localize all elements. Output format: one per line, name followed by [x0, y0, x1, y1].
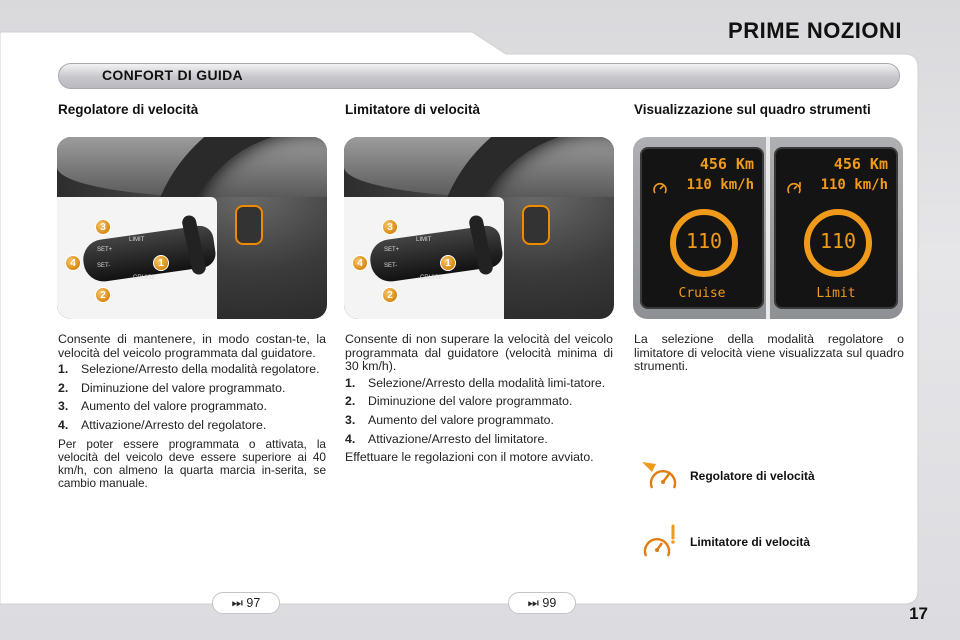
photo-divider: [766, 137, 770, 319]
cruise-control-icon: [640, 458, 684, 494]
page-number: 17: [909, 604, 928, 623]
column-1-list: [58, 363, 326, 432]
list-text: Selezione/Arresto della modalità limi-tatore.: [368, 375, 606, 390]
stalk-label-set-plus: SET+: [384, 247, 400, 253]
legend-label: Regolatore di velocità: [690, 469, 815, 483]
cruise-control-icon: [652, 181, 668, 195]
display-limit: [774, 147, 898, 309]
list-text: Aumento del valore programmato.: [368, 412, 554, 427]
list-num: 2.: [345, 394, 356, 409]
list-item: [345, 395, 613, 409]
list-num: 1.: [345, 375, 356, 390]
callout-2: 2: [95, 287, 111, 303]
callout-1: 1: [440, 255, 456, 271]
list-num: 4.: [345, 431, 356, 446]
speed-limiter-icon: [786, 181, 802, 195]
list-item: [345, 377, 613, 391]
page-reference-link[interactable]: ⏭ 99: [508, 592, 576, 614]
stalk-label-set-minus: SET-: [384, 263, 398, 269]
list-item: [58, 419, 326, 433]
display-mode: Cruise: [678, 286, 726, 301]
list-item: [345, 433, 613, 447]
list-text: Selezione/Arresto della modalità regolatore.: [81, 362, 320, 377]
legend-limiter: [640, 524, 810, 560]
column-1-text: [58, 333, 326, 493]
list-text: Aumento del valore programmato.: [81, 399, 267, 414]
callout-1: 1: [153, 255, 169, 271]
callout-4: 4: [65, 255, 81, 271]
callout-4: 4: [352, 255, 368, 271]
list-item: [58, 382, 326, 396]
stalk-label-cruise: CRUISE: [420, 275, 443, 281]
speed-limiter-icon: [640, 524, 684, 560]
list-text: Attivazione/Arresto del limitatore.: [368, 431, 548, 446]
column-2-text: [345, 333, 613, 468]
display-speed: 110 km/h: [686, 177, 754, 193]
page-title: PRIME NOZIONI: [728, 18, 902, 43]
column-2-note: Effettuare le regolazioni con il motore avviato.: [345, 450, 594, 465]
display-mode: Limit: [816, 286, 856, 301]
display-distance: 456 Km: [833, 155, 888, 173]
column-3-title: Visualizzazione sul quadro strumenti: [634, 102, 871, 117]
section-title: CONFORT DI GUIDA: [102, 67, 243, 83]
stalk-label-set-minus: SET-: [97, 263, 111, 269]
list-num: 4.: [58, 417, 69, 432]
display-ring-value: 110: [819, 229, 857, 253]
column-2-list: [345, 377, 613, 446]
list-text: Diminuzione del valore programmato.: [81, 380, 286, 395]
callout-3: 3: [95, 219, 111, 235]
list-num: 3.: [58, 399, 69, 414]
zoom-highlight: [235, 205, 263, 245]
display-cruise: [640, 147, 764, 309]
zoom-highlight: [522, 205, 550, 245]
stalk-label-limit: LIMIT: [416, 237, 432, 243]
stalk-label-limit: LIMIT: [129, 237, 145, 243]
list-text: Diminuzione del valore programmato.: [368, 394, 573, 409]
legend-cruise: [640, 458, 815, 494]
list-num: 2.: [58, 380, 69, 395]
list-item: [58, 400, 326, 414]
stalk-label-cruise: CRUISE: [133, 275, 156, 281]
list-text: Attivazione/Arresto del regolatore.: [81, 417, 267, 432]
stalk-label-set-plus: SET+: [97, 247, 113, 253]
column-1-intro: Consente di mantenere, in modo costan-te, la velocità del veicolo programmata dal guidatore.: [58, 332, 326, 360]
speed-limiter-photo: [344, 137, 614, 319]
callout-3: 3: [382, 219, 398, 235]
display-speed: 110 km/h: [820, 177, 888, 193]
column-1-title: Regolatore di velocità: [58, 102, 199, 117]
legend-label: Limitatore di velocità: [690, 535, 811, 549]
instrument-panel-photo: [633, 137, 903, 319]
column-1-note: Per poter essere programmata o attivata, la velocità del veicolo deve essere superiore ai 40 km/h, con almeno la quarta marcia in-serita, se cambio manuale.: [58, 436, 326, 490]
callout-2: 2: [382, 287, 398, 303]
display-distance: 456 Km: [699, 155, 754, 173]
list-num: 1.: [58, 362, 69, 377]
column-3-text: [634, 333, 904, 377]
list-num: 3.: [345, 412, 356, 427]
column-2-title: Limitatore di velocità: [345, 102, 481, 117]
page-reference-link[interactable]: ⏭ 97: [212, 592, 280, 614]
display-ring-value: 110: [685, 229, 723, 253]
list-item: [58, 363, 326, 377]
list-item: [345, 414, 613, 428]
column-2-intro: Consente di non superare la velocità del veicolo programmata dal guidatore (velocità minima di 30 km/h).: [345, 332, 613, 374]
column-3-intro: La selezione della modalità regolatore o limitatore di velocità viene visualizzata sul quadro strumenti.: [634, 332, 904, 374]
cruise-control-photo: [57, 137, 327, 319]
